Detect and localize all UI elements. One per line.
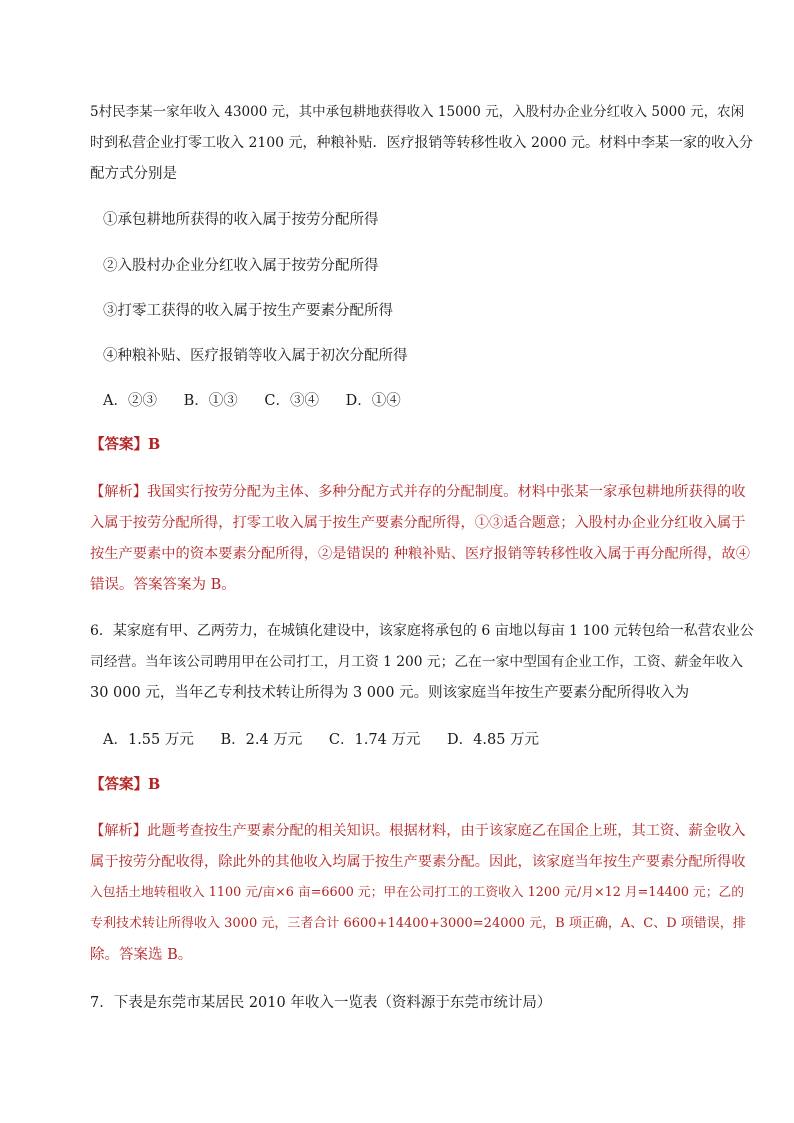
q6-analysis-line-2: 属于按劳分配收得，除此外的其他收入均属于按生产要素分配。因此，该家庭当年按生产要素分配所得收 [90,854,746,870]
q5-analysis-line-3: 按生产要素中的资本要素分配所得，②是错误的 种粮补贴、医疗报销等转移性收入属于再分配所得，故④ [90,546,751,562]
q6-choices [103,730,561,750]
q6-stem-line-1: 6．某家庭有甲、乙两劳力，在城镇化建设中，该家庭将承包的 6 亩地以每亩 1 100 元转包给一私营农业公 [90,623,754,639]
q6-analysis-line-4: 专利技术转让所得收入 3000 元，三者合计 6600+14400+3000=24000 元，B 项正确，A、C、D 项错误，排 [90,916,746,931]
q5-option-1: ①承包耕地所获得的收入属于按劳分配所得 [103,212,379,228]
q5-analysis-line-1: 【解析】我国实行按劳分配为主体、多种分配方式并存的分配制度。材料中张某一家承包耕地所获得的收 [90,484,746,500]
q6-analysis-line-3: 入包括土地转租收入 1100 元/亩×6 亩=6600 元；甲在公司打工的工资收入 1200 元/月×12 月=14400 元；乙的 [90,885,744,900]
q5-option-3: ③打零工获得的收入属于按生产要素分配所得 [103,303,393,319]
q5-choice-c: C．③④ [264,393,319,409]
q6-choice-d: D．4.85 万元 [447,732,540,748]
q6-answer: 【答案】B [90,776,161,793]
q5-option-2: ②入股村办企业分红收入属于按劳分配所得 [103,258,379,274]
q6-stem-line-3: 30 000 元，当年乙专利技术转让所得为 3 000 元。则该家庭当年按生产要素分配所得收入为 [90,685,690,701]
q5-choice-a: A．②③ [103,393,157,409]
q5-answer: 【答案】B [90,436,161,453]
q5-analysis-line-4: 错误。答案答案为 B。 [90,577,236,593]
q5-stem-line-3: 配方式分别是 [90,166,177,182]
q6-stem-line-2: 司经营。当年该公司聘用甲在公司打工，月工资 1 200 元；乙在一家中型国有企业工作，工资、薪金年收入 [90,654,744,670]
q6-choice-a: A．1.55 万元 [103,732,194,748]
q5-option-4: ④种粮补贴、医疗报销等收入属于初次分配所得 [103,348,408,364]
q6-choice-b: B．2.4 万元 [220,732,303,748]
q7-stem: 7．下表是东莞市某居民 2010 年收入一览表（资料源于东莞市统计局） [90,995,552,1011]
q5-choice-b: B．①③ [183,393,238,409]
q6-choice-c: C．1.74 万元 [328,732,421,748]
q6-analysis-line-1: 【解析】此题考查按生产要素分配的相关知识。根据材料，由于该家庭乙在国企上班，其工资、薪金收入 [90,823,746,839]
q6-analysis-line-5: 除。答案选 B。 [90,947,193,963]
q5-stem-line-2: 时到私营企业打零工收入 2100 元，种粮补贴．医疗报销等转移性收入 2000 元。材料中李某一家的收入分 [90,135,754,151]
q5-analysis-line-2: 入属于按劳分配所得，打零工收入属于按生产要素分配所得，①③适合题意；入股村办企业分红收入属于 [90,515,746,531]
q5-choice-d: D．①④ [345,393,401,409]
q5-stem-line-1: 5村民李某一家年收入 43000 元，其中承包耕地获得收入 15000 元，入股村办企业分红收入 5000 元，农闲 [90,104,745,120]
q5-choices [103,391,423,411]
